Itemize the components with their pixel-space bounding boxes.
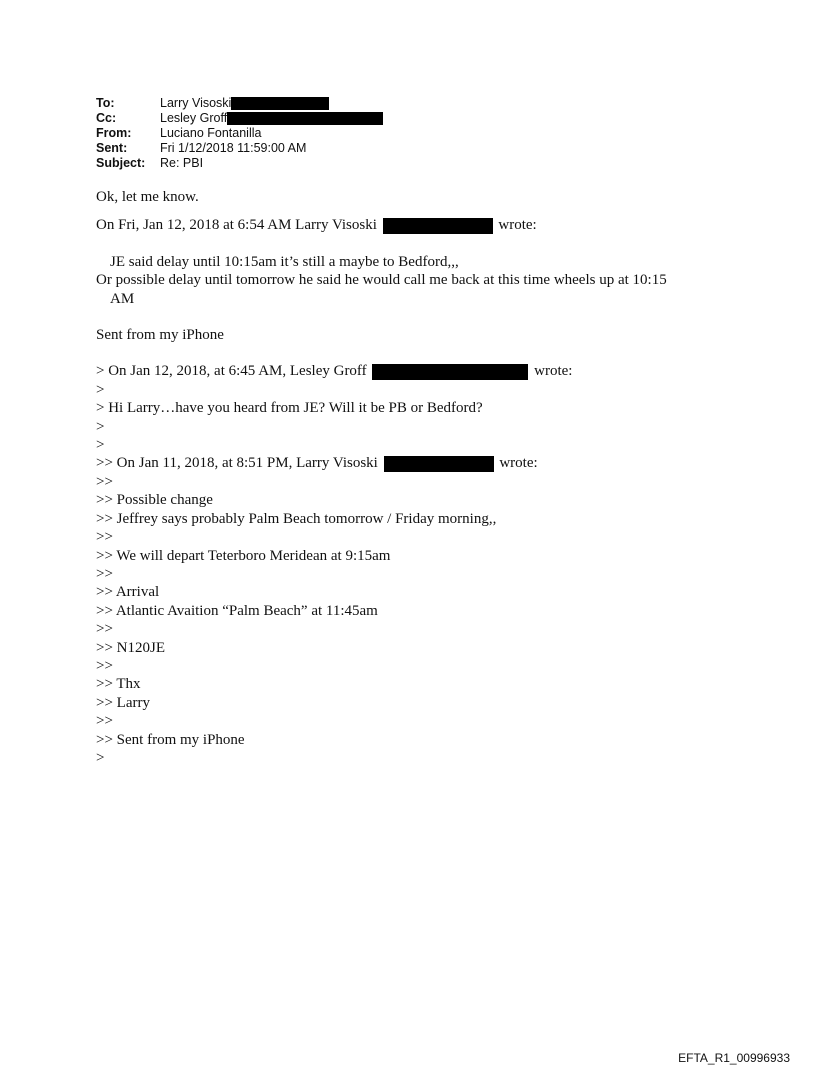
quote3-line: >> Arrival [96, 584, 160, 601]
from-value: Luciano Fontanilla [160, 126, 262, 140]
cc-label: Cc: [96, 111, 117, 125]
quote3-line: >> Possible change [96, 492, 213, 509]
quote3-line: >> [96, 713, 113, 730]
quote1-line: JE said delay until 10:15am it’s still a maybe to Bedford,,, [110, 253, 459, 270]
quote2-line: > [96, 437, 105, 454]
quote3-line: >> [96, 657, 113, 674]
quote3-line: >> Jeffrey says probably Palm Beach tomorrow / Friday morning,, [96, 510, 497, 527]
quote2-line: > [96, 418, 105, 435]
quote2-line: > Hi Larry…have you heard from JE? Will it be PB or Bedford? [96, 400, 483, 417]
quote3-line: >> [96, 621, 113, 638]
quote1-signature: Sent from my iPhone [96, 327, 224, 344]
quote3-line: > [96, 749, 105, 766]
subject-label: Subject: [96, 156, 146, 170]
sent-label: Sent: [96, 141, 128, 155]
redaction-block [384, 456, 494, 472]
subject-value: Re: PBI [160, 156, 204, 170]
quote3-line: >> [96, 529, 113, 546]
sent-row [96, 141, 383, 156]
redaction-block [372, 364, 528, 380]
from-row [96, 126, 383, 141]
sent-value: Fri 1/12/2018 11:59:00 AM [160, 141, 307, 155]
to-row [96, 96, 383, 111]
to-label: To: [96, 96, 115, 110]
redaction-block [383, 218, 493, 234]
quote2-line: > [96, 381, 105, 398]
quote3-line: >> N120JE [96, 639, 166, 656]
quote3-line: >> We will depart Teterboro Meridean at 9:15am [96, 547, 391, 564]
cc-row [96, 111, 383, 126]
quote3-line: >> Thx [96, 676, 141, 693]
quote3-lines [96, 473, 736, 768]
email-body [96, 188, 736, 767]
reply-text: Ok, let me know. [96, 189, 199, 205]
quote3-intro: >> On Jan 11, 2018, at 8:51 PM, Larry Visoski wrote: [96, 455, 538, 472]
quote1-line: AM [110, 290, 135, 307]
quote3-line: >> Larry [96, 694, 150, 711]
from-label: From: [96, 126, 132, 140]
redaction-block [227, 112, 383, 125]
quote1-line: Or possible delay until tomorrow he said he would call me back at this time wheels up at 10:15 [96, 272, 667, 289]
quote3-line: >> Atlantic Avaition “Palm Beach” at 11:45am [96, 602, 378, 619]
quote3-line: >> [96, 565, 113, 582]
quote3-line: >> [96, 473, 113, 490]
quote3-line: >> Sent from my iPhone [96, 731, 245, 748]
to-value: Larry Visoski [160, 96, 232, 110]
quote2-intro: > On Jan 12, 2018, at 6:45 AM, Lesley Groff wrote: [96, 363, 573, 380]
cc-value: Lesley Groff [160, 111, 228, 125]
quote1-intro: On Fri, Jan 12, 2018 at 6:54 AM Larry Visoski wrote: [96, 217, 537, 234]
document-id: EFTA_R1_00996933 [678, 1051, 790, 1065]
subject-row [96, 156, 383, 171]
email-header [96, 96, 383, 171]
redaction-block [231, 97, 329, 110]
